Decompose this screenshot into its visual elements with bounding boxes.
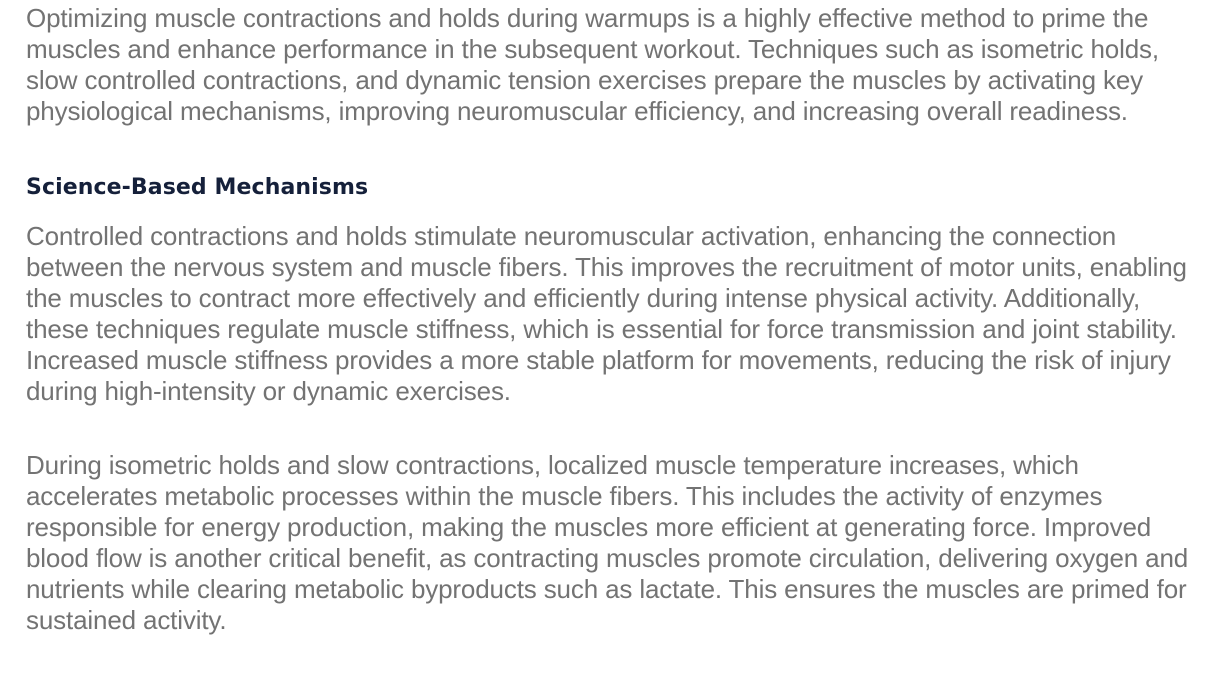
mechanisms-paragraph: Controlled contractions and holds stimulate neuromuscular activation, enhancing the connection between the nervous system and muscle fibers. This improves the recruitment of motor units, enabling the muscles to contract more effectively and efficiently during intense physical activity. Additionally, these techniques regulate muscle stiffness, which is essential for force transmission and joint stability. Increased muscle stiffness provides a more stable platform for movements, reducing the risk of injury during high-intensity or dynamic exercises. <box>26 221 1187 406</box>
intro-paragraph: Optimizing muscle contractions and holds during warmups is a highly effective method to prime the muscles and enhance performance in the subsequent workout. Techniques such as isometric holds, slow controlled contractions, and dynamic tension exercises prepare the muscles by activating key physiological mechanisms, improving neuromuscular efficiency, and increasing overall readiness. <box>26 3 1159 126</box>
section-heading: Science-Based Mechanisms <box>26 175 369 200</box>
article-body <box>26 3 1196 636</box>
metabolic-paragraph: During isometric holds and slow contractions, localized muscle temperature increases, which accelerates metabolic processes within the muscle fibers. This includes the activity of enzymes responsible for energy production, making the muscles more efficient at generating force. Improved blood flow is another critical benefit, as contracting muscles promote circulation, delivering oxygen and nutrients while clearing metabolic byproducts such as lactate. This ensures the muscles are primed for sustained activity. <box>26 450 1189 635</box>
